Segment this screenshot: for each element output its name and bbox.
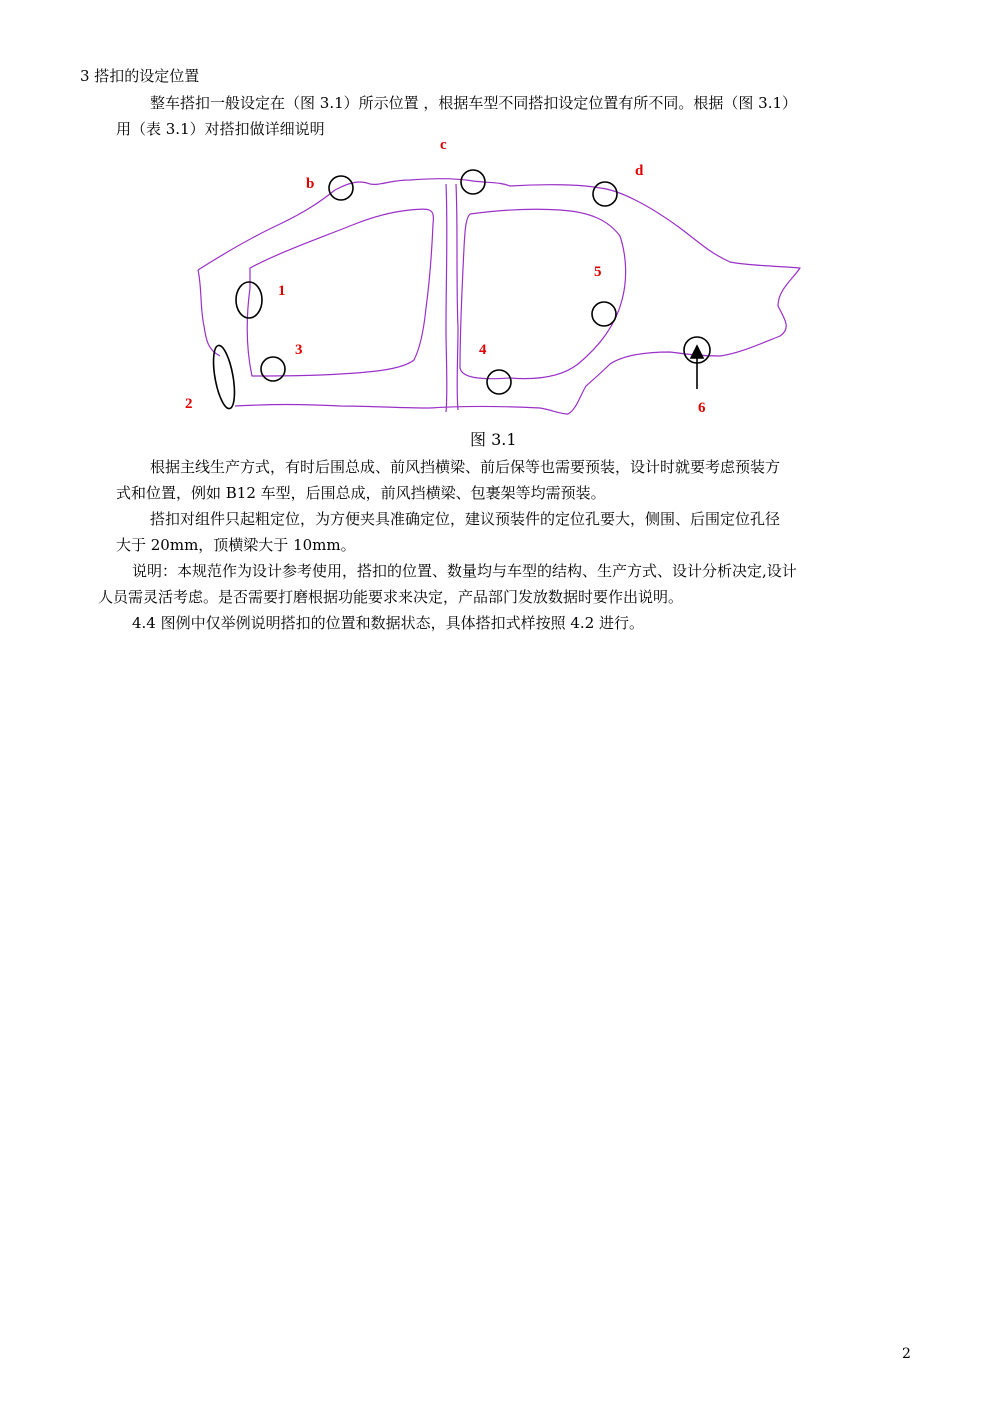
car-body-figure xyxy=(180,128,820,428)
label-d: d xyxy=(635,163,644,179)
paragraph-3-line-1: 搭扣对组件只起粗定位，为方便夹具准确定位，建议预装件的定位孔要大，侧围、后围定位孔径 xyxy=(150,510,781,528)
clip-marker-3 xyxy=(261,357,285,381)
b-pillar-outline-2 xyxy=(456,184,458,410)
label-5: 5 xyxy=(594,264,602,280)
paragraph-1-line-2: 用（表 3.1）对搭扣做详细说明 xyxy=(116,120,325,138)
label-4: 4 xyxy=(479,342,487,358)
paragraph-1-line-1: 整车搭扣一般设定在（图 3.1）所示位置 ，根据车型不同搭扣设定位置有所不同。根据（图 3.1） xyxy=(150,94,798,112)
paragraph-4-line-1: 说明：本规范作为设计参考使用，搭扣的位置、数量均与车型的结构、生产方式、设计分析决定,设计 xyxy=(132,562,797,580)
label-6: 6 xyxy=(698,400,706,416)
paragraph-4-line-2: 人员需灵活考虑。是否需要打磨根据功能要求来决定，产品部门发放数据时要作出说明。 xyxy=(98,588,684,606)
page-number: 2 xyxy=(902,1346,911,1362)
label-3: 3 xyxy=(295,342,303,358)
arrow-head-6 xyxy=(691,346,703,358)
label-b: b xyxy=(306,176,315,192)
paragraph-2-line-2: 式和位置，例如 B12 车型，后围总成，前风挡横梁、包裹架等均需预装。 xyxy=(116,484,606,502)
figure-caption: 图 3.1 xyxy=(470,430,517,449)
label-2: 2 xyxy=(185,396,193,412)
paragraph-5-line-1: 4.4 图例中仅举例说明搭扣的位置和数据状态，具体搭扣式样按照 4.2 进行。 xyxy=(132,614,645,632)
rear-outline xyxy=(198,270,220,356)
section-heading: 3 搭扣的设定位置 xyxy=(80,67,200,85)
paragraph-2-line-1: 根据主线生产方式，有时后围总成、前风挡横梁、前后保等也需要预装，设计时就要考虑预装方 xyxy=(150,458,781,476)
clip-marker-5 xyxy=(592,302,616,326)
clip-marker-d xyxy=(593,182,617,206)
label-1: 1 xyxy=(278,283,286,299)
rear-window-outline xyxy=(247,209,433,376)
b-pillar-outline xyxy=(446,184,447,412)
paragraph-3-line-2: 大于 20mm，顶横梁大于 10mm。 xyxy=(116,536,356,554)
label-c: c xyxy=(440,137,447,153)
car-body-outline xyxy=(180,128,820,428)
clip-marker-2 xyxy=(210,344,239,410)
clip-marker-b xyxy=(329,176,353,200)
clip-marker-4 xyxy=(487,370,511,394)
